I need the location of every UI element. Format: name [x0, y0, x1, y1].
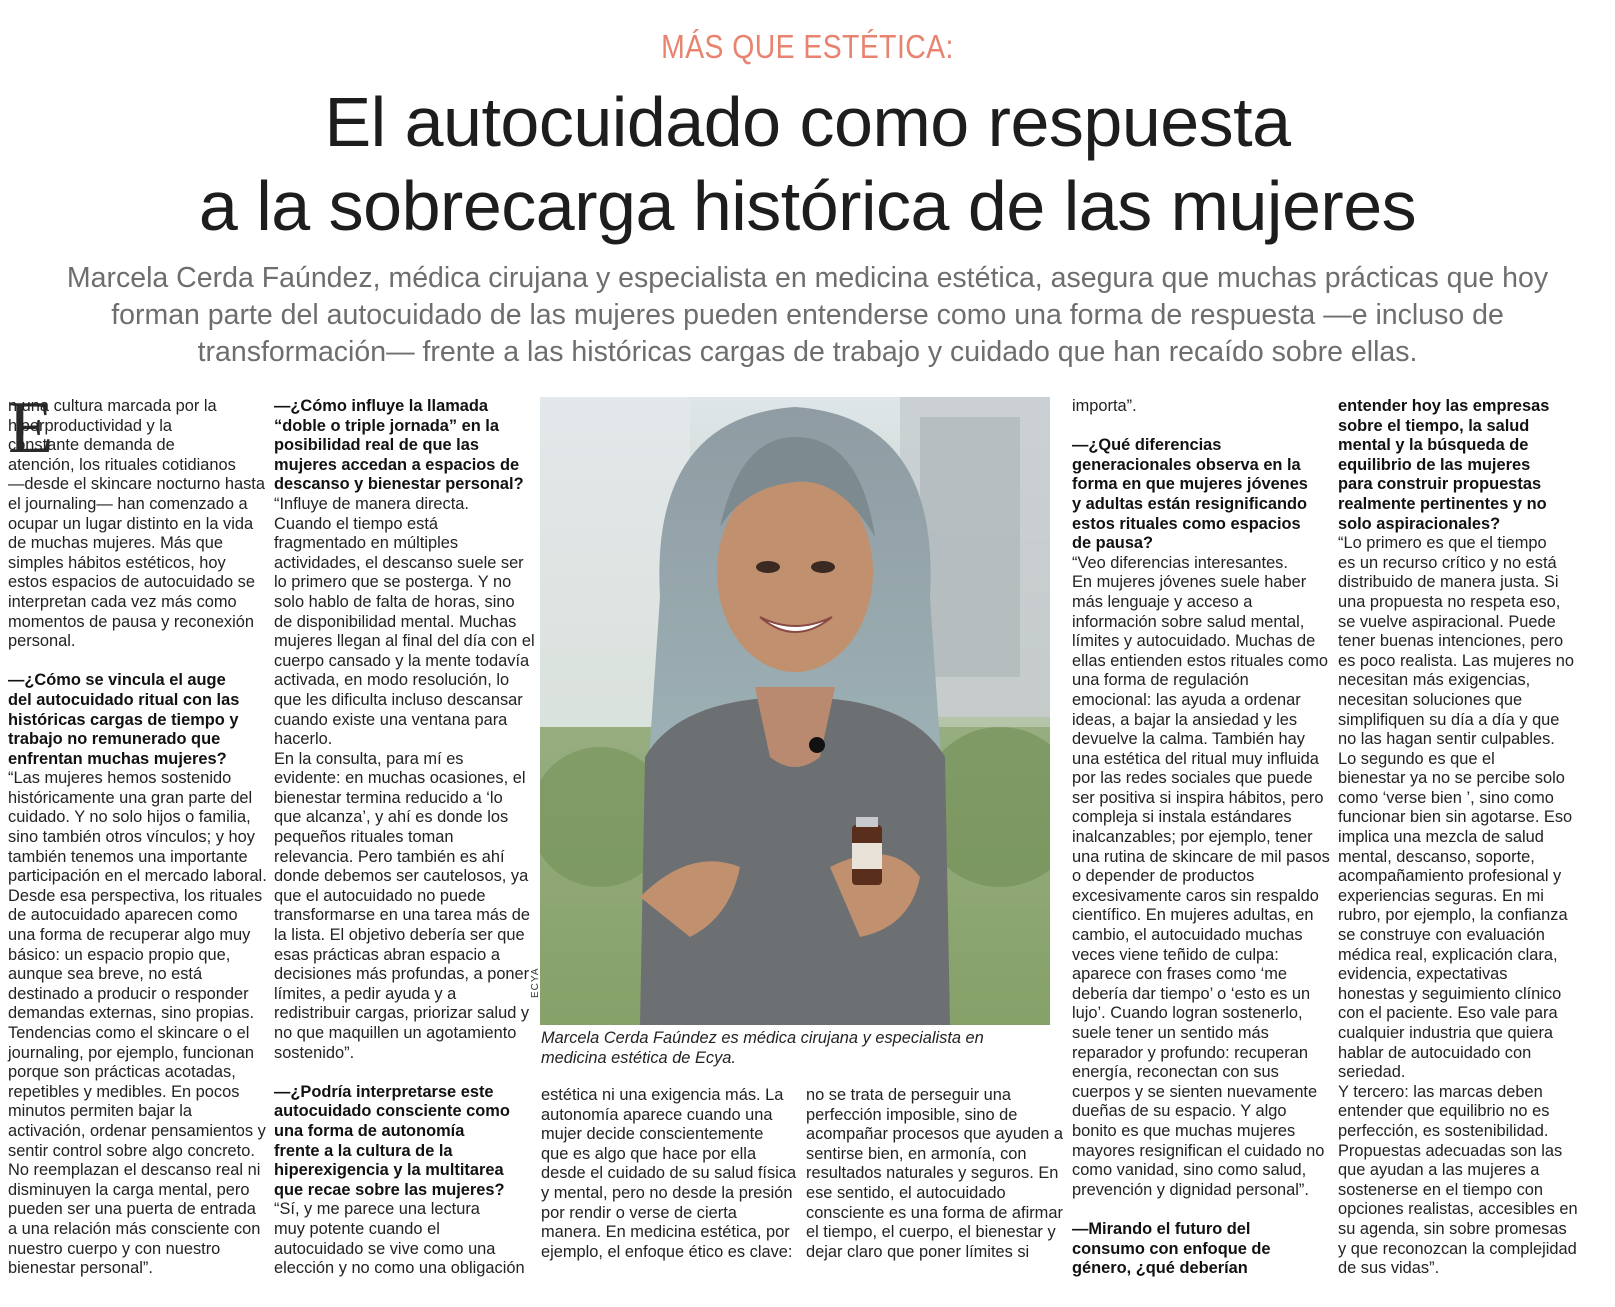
body-line: porque son prácticas acotadas, — [8, 1063, 236, 1082]
question-line: solo aspiracionales? — [1338, 514, 1501, 533]
question-line: que recae sobre las mujeres? — [274, 1180, 505, 1199]
question-line: —¿Cómo se vincula el auge — [8, 671, 226, 690]
body-line: pueden ser una puerta de entrada — [8, 1200, 256, 1219]
question-line: una forma de autonomía — [274, 1121, 465, 1140]
body-line: consciente es una forma de afirmar — [806, 1203, 1063, 1222]
body-line: constante demanda de — [8, 436, 175, 455]
body-line: de disponibilidad mental. Muchas — [274, 612, 517, 631]
body-line: tener buenas intenciones, pero — [1338, 632, 1564, 651]
body-line: Cuando el tiempo está — [274, 514, 439, 533]
body-line: y que reconozcan la complejidad — [1338, 1239, 1577, 1258]
question-line: género, ¿qué deberían — [1072, 1259, 1248, 1278]
body-line: no las hagan sentir culpables. — [1338, 730, 1555, 749]
caption-line: medicina estética de Ecya. — [541, 1048, 736, 1067]
body-line: En la consulta, para mí es — [274, 749, 464, 768]
question-line: realmente pertinentes y no — [1338, 494, 1547, 513]
photo-caption — [541, 1029, 1051, 1068]
question-line: sobre el tiempo, la salud — [1338, 416, 1530, 435]
body-line: ese sentido, el autocuidado — [806, 1183, 1006, 1202]
body-line: que el autocuidado no puede — [274, 886, 486, 905]
body-line: participación en el mercado laboral. — [8, 867, 267, 886]
caption-line: Marcela Cerda Faúndez es médica cirujana y especialista en — [541, 1029, 984, 1047]
body-line: ser positiva si inspira hábitos, pero — [1072, 788, 1324, 807]
paragraph-gap — [274, 1063, 524, 1083]
body-line: la lista. El objetivo debería ser que — [274, 926, 525, 945]
body-line: mujeres llegan al final del día con el — [274, 632, 535, 651]
body-line: por las redes sociales que puede — [1072, 769, 1313, 788]
body-line: se vuelve aspiracional. Puede — [1338, 612, 1556, 631]
body-line: perfección imposible, sino de — [806, 1105, 1018, 1124]
headline — [0, 80, 1615, 248]
body-line: destinado a producir o responder — [8, 984, 249, 1003]
headline-line: El autocuidado como respuesta — [324, 83, 1291, 161]
body-line: o depender de productos — [1072, 867, 1255, 886]
body-line: estética ni una exigencia más. La — [541, 1086, 784, 1104]
body-line: evidente: en muchas ocasiones, el — [274, 769, 526, 788]
body-line: dejar claro que poner límites si — [806, 1242, 1030, 1261]
body-line: interpretan cada vez más como — [8, 592, 237, 611]
question-line: —¿Cómo influye la llamada — [274, 397, 489, 415]
body-line: aparece con frases como ‘me — [1072, 965, 1287, 984]
body-line: relevancia. Pero también es ahí — [274, 847, 505, 866]
body-line: compleja si instala estándares — [1072, 808, 1292, 827]
body-line: demandas externas, sino propias. — [8, 1004, 255, 1023]
body-line: y mental, pero no desde la presión — [541, 1183, 793, 1202]
body-line: una estética del ritual muy influida — [1072, 749, 1319, 768]
body-line: honestas y seguimiento clínico — [1338, 984, 1562, 1003]
body-line: ellas entienden estos rituales como — [1072, 651, 1329, 670]
body-line: evidencia, expectativas — [1338, 965, 1508, 984]
body-line: momentos de pausa y reconexión — [8, 612, 255, 631]
body-line: personal. — [8, 632, 76, 651]
body-line: “Lo primero es que el tiempo — [1338, 534, 1547, 553]
body-line: rubro, por ejemplo, la confianza — [1338, 906, 1568, 925]
question-line: equilibrio de las mujeres — [1338, 455, 1531, 474]
body-line: no que maquillen un agotamiento — [274, 1024, 517, 1042]
body-line: que alcanza’, y ahí es donde los — [274, 808, 509, 827]
body-line: cualquier industria que quiera — [1338, 1024, 1554, 1042]
portrait-photo — [540, 397, 1050, 1025]
body-line: Lo segundo es que el — [1338, 749, 1495, 768]
body-line: redistribuir cargas, priorizar salud y — [274, 1004, 530, 1023]
body-line: donde debemos ser cautelosos, ya — [274, 867, 529, 886]
body-line: funcionar bien sin agotarse. Eso — [1338, 808, 1573, 827]
body-line: elección y no como una obligación — [274, 1259, 525, 1278]
body-line: que es algo que hace por ella — [541, 1144, 757, 1163]
question-line: frente a la cultura de la — [274, 1141, 453, 1160]
body-line: emocional: las ayuda a ordenar — [1072, 690, 1301, 709]
question-line: mujeres accedan a espacios de — [274, 455, 520, 474]
body-line: repetibles y medibles. En pocos — [8, 1082, 240, 1101]
article-column-4 — [806, 1086, 1063, 1262]
body-line: —desde el skincare nocturno hasta — [8, 475, 265, 494]
body-line: n una cultura marcada por la — [8, 397, 217, 415]
body-line: sentir control sobre algo concreto. — [8, 1141, 255, 1160]
body-line: “Las mujeres hemos sostenido — [8, 769, 232, 788]
question-line: forma en que mujeres jóvenes — [1072, 475, 1308, 494]
body-line: decisiones más profundas, a poner — [274, 965, 530, 984]
body-line: Desde esa perspectiva, los rituales — [8, 886, 263, 905]
body-line: de autocuidado aparecen como — [8, 906, 238, 925]
body-line: devuelve la calma. También hay — [1072, 730, 1305, 749]
section-kicker: MÁS QUE ESTÉTICA: — [661, 28, 954, 65]
question-line: —¿Podría interpretarse este — [274, 1082, 494, 1101]
body-line: no se trata de perseguir una — [806, 1086, 1012, 1104]
body-line: solo hablo de falta de horas, sino — [274, 592, 515, 611]
article-column-2 — [274, 397, 535, 1279]
body-line: acompañamiento profesional y — [1338, 867, 1562, 886]
question-line: hiperexigencia y la multitarea — [274, 1161, 504, 1180]
body-line: implica una mezcla de salud — [1338, 828, 1544, 847]
body-line: por rendir o verse de cierta — [541, 1203, 737, 1222]
body-line: hiperproductividad y la — [8, 416, 173, 435]
question-line: autocuidado consciente como — [274, 1102, 510, 1121]
body-line: perfección, es sostenibilidad. — [1338, 1121, 1549, 1140]
body-line: su agenda, sin sobre promesas — [1338, 1219, 1567, 1238]
body-line: sostenerse en el tiempo con — [1338, 1180, 1544, 1199]
body-line: opciones realistas, accesibles en — [1338, 1200, 1578, 1219]
question-line: descanso y bienestar personal? — [274, 475, 524, 494]
body-line: Propuestas adecuadas son las — [1338, 1141, 1563, 1160]
body-line: “Sí, y me parece una lectura — [274, 1200, 480, 1219]
body-line: Tendencias como el skincare o el — [8, 1024, 250, 1042]
body-line: como vanidad, sino como salud, — [1072, 1161, 1307, 1180]
body-line: excesivamente caros sin respaldo — [1072, 886, 1319, 905]
body-line: inalcanzables; por ejemplo, tener — [1072, 828, 1313, 847]
body-line: autocuidado se vive como una — [274, 1239, 496, 1258]
body-line: muy potente cuando el — [274, 1219, 440, 1238]
body-line: activada, en modo resolución, lo — [274, 671, 510, 690]
question-line: trabajo no remunerado que — [8, 730, 221, 749]
body-line: sino también otros vínculos; y hoy — [8, 828, 255, 847]
body-line: una rutina de skincare de mil pasos — [1072, 847, 1330, 866]
body-line: históricamente una gran parte del — [8, 788, 253, 807]
body-line: cuerpos y se sienten nuevamente — [1072, 1082, 1318, 1101]
question-line: “doble o triple jornada” en la — [274, 416, 499, 435]
body-line: experiencias seguras. En mi — [1338, 886, 1544, 905]
body-line: suele tener un sentido más — [1072, 1024, 1269, 1042]
body-line: es poco realista. Las mujeres no — [1338, 651, 1574, 670]
deck-line: forman parte del autocuidado de las mujeres pueden entenderse como una forma de respuesta —e incluso de — [111, 299, 1504, 331]
body-line: necesitan más exigencias, — [1338, 671, 1531, 690]
body-line: resultados naturales y seguros. En — [806, 1164, 1059, 1183]
body-line: cuidado. Y no solo hijos o familia, — [8, 808, 251, 827]
body-line: manera. En medicina estética, por — [541, 1223, 790, 1242]
body-line: desde el cuidado de su salud física — [541, 1164, 797, 1183]
drop-cap: E — [8, 387, 54, 469]
question-line: generacionales observa en la — [1072, 455, 1301, 474]
body-line: científico. En mujeres adultas, en — [1072, 906, 1314, 925]
question-line: estos rituales como espacios — [1072, 514, 1301, 533]
body-line: actividades, el descanso suele ser — [274, 553, 524, 572]
body-line: bienestar ya no se percibe solo — [1338, 769, 1565, 788]
body-line: bienestar termina reducido a ‘lo — [274, 788, 503, 807]
body-line: límites y autocuidado. Muchas de — [1072, 632, 1316, 651]
body-line: con el paciente. Eso vale para — [1338, 1004, 1558, 1023]
body-line: de sus vidas”. — [1338, 1259, 1440, 1278]
body-line: ocupar un lugar distinto en la vida — [8, 514, 254, 533]
body-line: médica real, explicación clara, — [1338, 945, 1558, 964]
body-line: En mujeres jóvenes suele haber — [1072, 573, 1307, 592]
body-line: seriedad. — [1338, 1063, 1406, 1082]
body-line: distribuido de manera justa. Si — [1338, 573, 1559, 592]
headline-line: a la sobrecarga histórica de las mujeres — [198, 167, 1417, 245]
paragraph-gap — [1072, 1200, 1322, 1220]
article-column-3 — [541, 1086, 797, 1262]
body-line: “Veo diferencias interesantes. — [1072, 553, 1288, 572]
body-line: cuerpo cansado y la mente todavía — [274, 651, 530, 670]
portrait-illustration — [540, 397, 1050, 1025]
body-line: bienestar personal”. — [8, 1259, 153, 1278]
body-line: journaling, por ejemplo, funcionan — [8, 1043, 255, 1062]
body-line: que les dificulta incluso descansar — [274, 690, 523, 709]
body-line: mujer decide conscientemente — [541, 1125, 764, 1144]
body-line: una propuesta no respeta eso, — [1338, 592, 1561, 611]
article-column-5 — [1072, 397, 1330, 1279]
body-line: es un recurso crítico y no está — [1338, 553, 1557, 572]
body-line: simplifiquen su día a día y que — [1338, 710, 1560, 729]
body-line: Y tercero: las marcas deben — [1338, 1082, 1543, 1101]
body-line: ideas, a bajar la ansiedad y les — [1072, 710, 1298, 729]
question-line: históricas cargas de tiempo y — [8, 710, 239, 729]
body-line: mental, descanso, soporte, — [1338, 847, 1535, 866]
body-line: “Influye de manera directa. — [274, 494, 469, 513]
body-line: importa”. — [1072, 397, 1137, 415]
body-line: una forma de recuperar algo muy — [8, 926, 251, 945]
body-line: entender que equilibrio no es — [1338, 1102, 1550, 1121]
article-column-1 — [8, 387, 267, 1279]
body-line: acompañar procesos que ayuden a — [806, 1125, 1063, 1144]
body-line: nuestro cuerpo y con nuestro — [8, 1239, 221, 1258]
body-line: fragmentado en múltiples — [274, 534, 459, 553]
body-line: disminuyen la carga mental, pero — [8, 1180, 250, 1199]
body-line: esas prácticas abran espacio a — [274, 945, 500, 964]
body-line: cambio, el autocuidado muchas — [1072, 926, 1303, 945]
deck-subtitle — [30, 260, 1585, 371]
body-line: a una relación más consciente con — [8, 1219, 261, 1238]
body-line: también tenemos una importante — [8, 847, 248, 866]
paragraph-gap — [1072, 417, 1322, 437]
body-line: el journaling— han comenzado a — [8, 494, 248, 513]
question-line: posibilidad real de que las — [274, 436, 479, 455]
body-line: lujo’. Cuando logran sostenerlo, — [1072, 1004, 1303, 1023]
body-line: como ‘verse bien ’, sino como — [1338, 788, 1554, 807]
body-line: bonito es que muchas mujeres — [1072, 1121, 1296, 1140]
body-line: hacerlo. — [274, 730, 333, 749]
question-line: para construir propuestas — [1338, 475, 1542, 494]
body-line: veces viene teñido de culpa: — [1072, 945, 1279, 964]
body-line: mayores resignifican el cuidado no — [1072, 1141, 1325, 1160]
deck-line: transformación— frente a las históricas cargas de trabajo y cuidado que han recaído sobre ellas. — [197, 336, 1418, 368]
question-line: de pausa? — [1072, 534, 1154, 553]
question-line: —¿Qué diferencias — [1072, 436, 1222, 455]
body-line: una forma de regulación — [1072, 671, 1249, 690]
body-line: estos espacios de autocuidado se — [8, 573, 255, 592]
question-line: del autocuidado ritual con las — [8, 690, 240, 709]
body-line: pequeños rituales toman — [274, 828, 454, 847]
photo-credit: ECYA — [530, 967, 541, 998]
body-line: se construye con evaluación — [1338, 926, 1545, 945]
body-line: cuando existe una ventana para — [274, 710, 508, 729]
body-line: reparador y profundo: recuperan — [1072, 1043, 1308, 1062]
question-line: —Mirando el futuro del — [1072, 1219, 1251, 1238]
body-line: No reemplazan el descanso real ni — [8, 1161, 261, 1180]
body-line: más lenguaje y acceso a — [1072, 592, 1253, 611]
body-line: debería dar tiempo’ o ‘esto es un — [1072, 984, 1311, 1003]
question-line: consumo con enfoque de — [1072, 1239, 1271, 1258]
body-line: hablar de autocuidado con — [1338, 1043, 1532, 1062]
question-line: enfrentan muchas mujeres? — [8, 749, 227, 768]
body-line: de muchas mujeres. Más que — [8, 534, 223, 553]
article-column-6 — [1338, 397, 1598, 1279]
deck-line: Marcela Cerda Faúndez, médica cirujana y especialista en medicina estética, asegura que muchas prácticas que hoy — [66, 262, 1549, 294]
body-line: energía, reconectan con sus — [1072, 1063, 1279, 1082]
paragraph-gap — [8, 652, 258, 672]
body-line: simples hábitos estéticos, hoy — [8, 553, 226, 572]
body-line: que ayudan a las mujeres a — [1338, 1161, 1540, 1180]
body-line: autonomía aparece cuando una — [541, 1105, 773, 1124]
question-line: mental y la búsqueda de — [1338, 436, 1529, 455]
body-line: sostenido”. — [274, 1043, 355, 1062]
body-line: ejemplo, el enfoque ético es clave: — [541, 1242, 793, 1261]
body-line: necesitan soluciones que — [1338, 690, 1523, 709]
question-line: y adultas están resignificando — [1072, 494, 1307, 513]
question-line: entender hoy las empresas — [1338, 397, 1550, 415]
body-line: aunque sea breve, no está — [8, 965, 203, 984]
body-line: información sobre salud mental, — [1072, 612, 1305, 631]
body-line: dueñas de su espacio. Y algo — [1072, 1102, 1287, 1121]
body-line: atención, los rituales cotidianos — [8, 455, 236, 474]
body-line: prevención y dignidad personal”. — [1072, 1180, 1309, 1199]
body-line: lo primero que se posterga. Y no — [274, 573, 512, 592]
body-line: límites, a pedir ayuda y a — [274, 984, 457, 1003]
body-line: activación, ordenar pensamientos y — [8, 1121, 266, 1140]
body-line: el tiempo, el cuerpo, el bienestar y — [806, 1223, 1056, 1242]
body-line: sentirse bien, en armonía, con — [806, 1144, 1027, 1163]
body-line: transformarse en una tarea más de — [274, 906, 531, 925]
body-line: minutos permiten bajar la — [8, 1102, 193, 1121]
body-line: básico: un espacio propio que, — [8, 945, 231, 964]
